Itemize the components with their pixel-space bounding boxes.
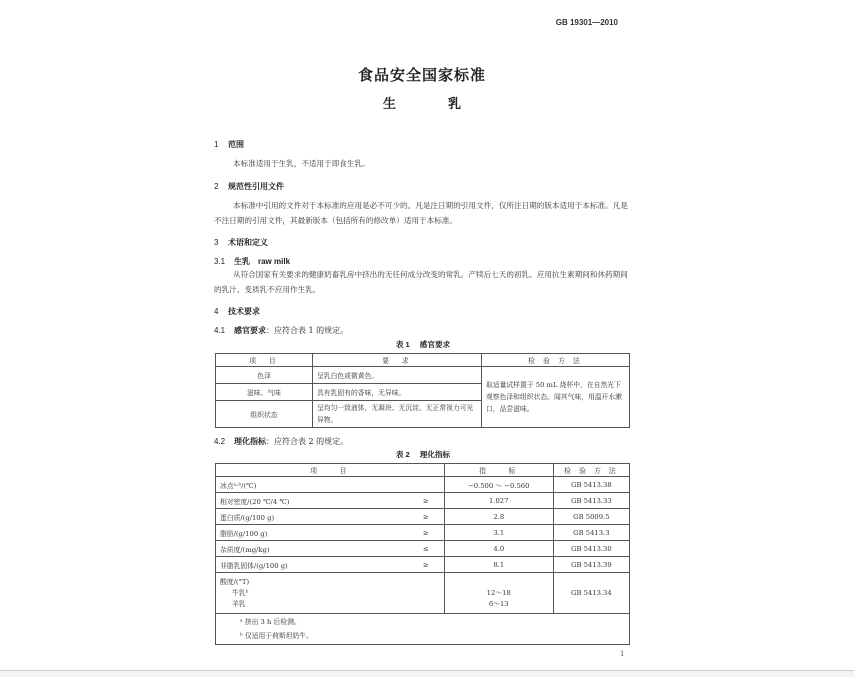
- table-cell: 1.027: [444, 493, 553, 509]
- page-number: 1: [620, 650, 625, 658]
- section-4-2-heading: 4.2 理化指标：应符合表 2 的规定。: [214, 437, 349, 446]
- table-row: [216, 557, 630, 573]
- table-cell: ≥: [408, 493, 445, 509]
- table-row: [216, 509, 630, 525]
- acidity-cow-value: 12～18: [486, 588, 511, 597]
- subtitle-char-1: 生: [382, 97, 396, 112]
- table-cell: ≥: [408, 525, 445, 541]
- table-2-header-value: 指 标: [444, 464, 553, 477]
- table-2-caption: 表 2 理化指标: [395, 450, 451, 459]
- table-cell: 脂肪/(g/100 g): [216, 525, 408, 541]
- table-cell: GB 5009.5: [553, 509, 629, 525]
- section-1-heading: 1 范围: [214, 140, 244, 149]
- table-1-header-item: 项 目: [216, 354, 313, 367]
- document-subtitle: [0, 93, 844, 112]
- acidity-label: 酸度/(°T): [220, 577, 250, 586]
- section-4-heading: 4 技术要求: [214, 307, 260, 316]
- table-cell: 2.8: [444, 509, 553, 525]
- table-1-header-method: 检 验 方 法: [482, 354, 630, 367]
- table-cell: ≤: [408, 541, 445, 557]
- table-cell: GB 5413.34: [553, 573, 629, 614]
- table-2-notes: [216, 614, 630, 645]
- section-1-text: 本标准适用于生乳，不适用于即食生乳。: [233, 159, 370, 168]
- table-cell: 蛋白质/(g/100 g): [216, 509, 408, 525]
- table-cell: GB 5413.39: [553, 557, 629, 573]
- acidity-cow-label: 牛乳ᵇ: [232, 588, 249, 597]
- table-cell: 8.1: [444, 557, 553, 573]
- table-cell: GB 5413.33: [553, 493, 629, 509]
- table-row: [216, 367, 630, 384]
- acidity-goat-value: 6～13: [488, 599, 509, 608]
- table-cell: ≥: [408, 557, 445, 573]
- table-cell: 呈乳白色或微黄色。: [313, 367, 482, 384]
- table-cell: 滋味、气味: [216, 384, 313, 401]
- table-cell: 4.0: [444, 541, 553, 557]
- document-title: 食品安全国家标准: [357, 66, 486, 84]
- section-2-text: 本标准中引用的文件对于本标准的应用是必不可少的。凡是注日期的引用文件，仅所注日期的版本适用于本标准。凡是不注日期的引用文件，其最新版本（包括所有的修改单）适用于本标准。: [214, 201, 628, 225]
- section-3-1-text: 从符合国家有关要求的健康奶畜乳房中挤出的无任何成分改变的常乳。产犊后七天的初乳、应用抗生素期间和休药期间的乳汁、变质乳不应用作生乳。: [214, 270, 628, 294]
- table-cell: 具有乳固有的香味，无异味。: [313, 384, 482, 401]
- table-cell: GB 5413.3: [553, 525, 629, 541]
- acidity-goat-label: 羊乳: [232, 599, 246, 608]
- table-1-method-cell: 取适量试样置于 50 mL 烧杯中，在自然光下观察色泽和组织状态。闻其气味，用温开水漱口，品尝滋味。: [482, 367, 630, 428]
- acidity-values-cell: [444, 573, 553, 614]
- table-row: [216, 477, 630, 493]
- table-cell: [408, 477, 445, 493]
- table-cell: ≥: [408, 509, 445, 525]
- table-cell: −0.500 ～ −0.560: [444, 477, 553, 493]
- table-2-header-item: 项 目: [216, 464, 445, 477]
- table-row: [216, 525, 630, 541]
- section-4-1-heading: 4.1 感官要求：应符合表 1 的规定。: [214, 326, 349, 335]
- table-1-caption: 表 1 感官要求: [395, 340, 451, 349]
- section-3-heading: 3 术语和定义: [214, 238, 268, 247]
- table-cell: GB 5413.38: [553, 477, 629, 493]
- standard-number: GB 19301—2010: [555, 18, 618, 27]
- physicochemical-table: [215, 463, 630, 645]
- section-2-heading: 2 规范性引用文件: [214, 182, 284, 191]
- table-2-note-b: ᵇ 仅适用于荷斯坦奶牛。: [240, 632, 313, 640]
- table-cell: GB 5413.30: [553, 541, 629, 557]
- table-cell: 呈均匀一致液体，无凝块、无沉淀、无正常视力可见异物。: [313, 401, 482, 428]
- table-cell: 组织状态: [216, 401, 313, 428]
- table-cell: 色泽: [216, 367, 313, 384]
- table-cell: 非脂乳固体/(g/100 g): [216, 557, 408, 573]
- table-2-note-a: ᵃ 挤出 3 h 后检测。: [240, 618, 301, 626]
- sensory-requirements-table: [215, 353, 630, 428]
- table-cell: 相对密度/(20 ℃/4 ℃): [216, 493, 408, 509]
- table-cell: 杂质度/(mg/kg): [216, 541, 408, 557]
- table-1-header-requirement: 要 求: [313, 354, 482, 367]
- table-row: [216, 573, 630, 614]
- acidity-cell: [216, 573, 445, 614]
- table-cell: 冰点ᵃ·ᵇ/(℃): [216, 477, 408, 493]
- section-3-1-heading: 3.1 生乳 raw milk: [214, 257, 291, 266]
- table-row: [216, 541, 630, 557]
- table-row: [216, 493, 630, 509]
- table-cell: 3.1: [444, 525, 553, 541]
- subtitle-char-2: 乳: [448, 97, 462, 112]
- table-2-header-method: 检 验 方 法: [553, 464, 629, 477]
